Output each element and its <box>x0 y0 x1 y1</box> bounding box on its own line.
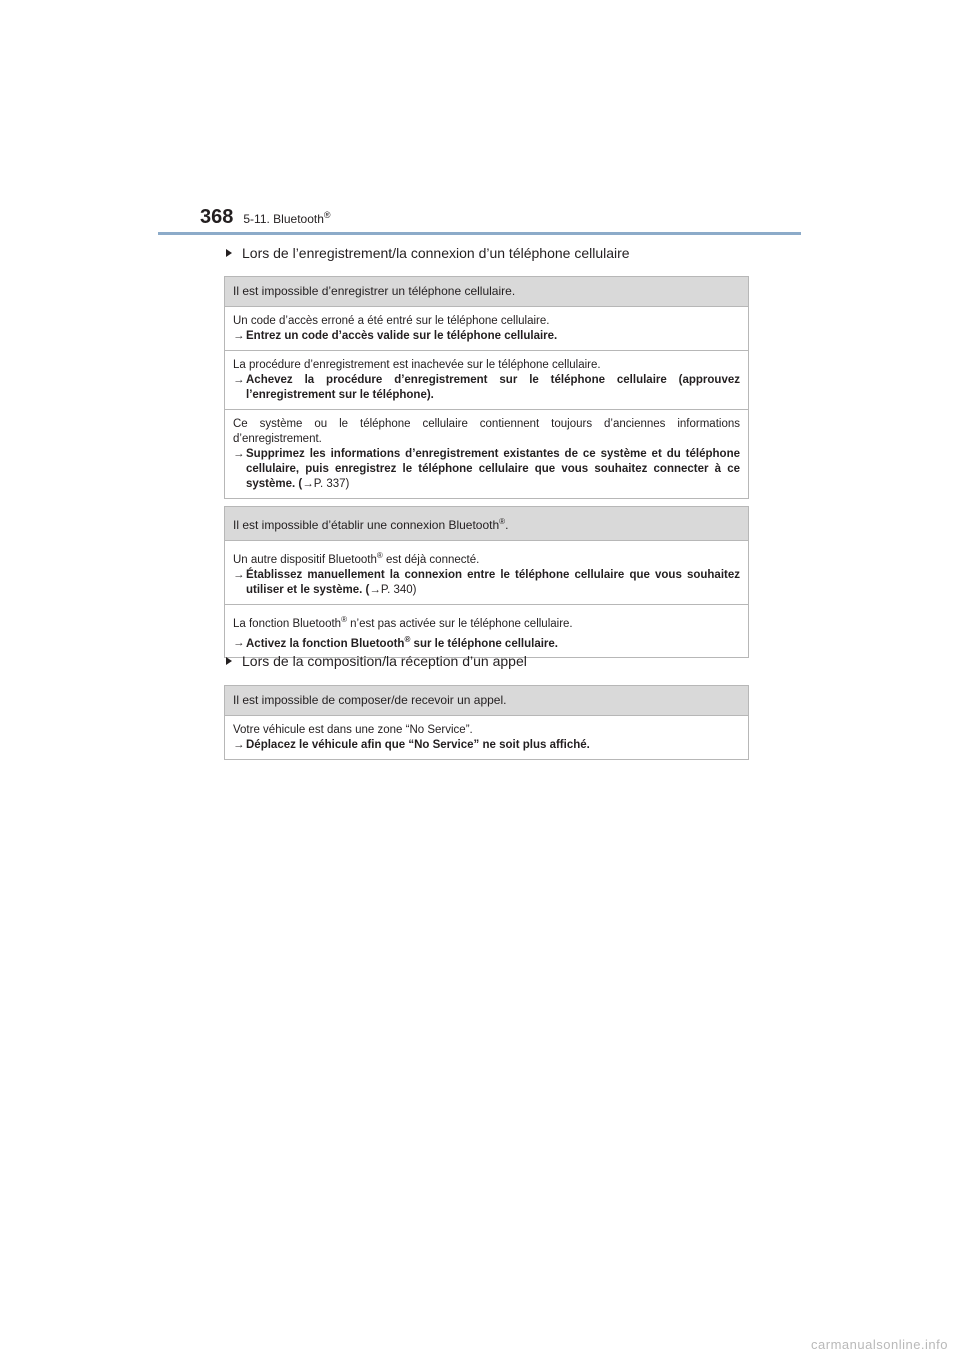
table-header <box>225 507 748 541</box>
page-reference-text: P. 340) <box>380 583 417 596</box>
cause-text: La procédure d’enregistrement est inachevée sur le téléphone cellulaire. <box>233 359 601 371</box>
table-connection <box>224 506 749 658</box>
subhead-calling <box>226 653 527 669</box>
page-header <box>200 206 331 229</box>
section-title-text: 5-11. Bluetooth <box>243 212 324 226</box>
table-row <box>225 605 748 658</box>
fix-text-content: Entrez un code d’accès valide sur le téléphone cellulaire. <box>246 330 558 342</box>
arrow-right-icon: → <box>369 583 381 596</box>
subhead-text: Lors de la composition/la réception d’un appel <box>242 653 527 669</box>
page-number: 368 <box>200 206 234 228</box>
registered-mark: ® <box>341 614 347 624</box>
fix-text-content: Activez la fonction Bluetooth <box>246 637 405 650</box>
cause-text-content: Un autre dispositif Bluetooth <box>233 553 377 566</box>
page-reference <box>302 478 349 490</box>
fix-text <box>233 373 740 403</box>
header-rule <box>158 232 801 235</box>
triangle-bullet-icon <box>226 249 232 257</box>
cause-text: Un code d’accès erroné a été entré sur le téléphone cellulaire. <box>233 315 550 327</box>
fix-text-content: sur le téléphone cellulaire. <box>410 637 558 650</box>
fix-text-content: Établissez manuellement la connexion entre le téléphone cellulaire que vous souhaitez utiliser et le système. ( <box>246 568 740 596</box>
table-row <box>225 351 748 410</box>
cause-text: Ce système ou le téléphone cellulaire contiennent toujours d’anciennes informations d’enregistrement. <box>233 418 740 445</box>
registered-mark: ® <box>499 517 506 526</box>
cause-text-content: La fonction Bluetooth <box>233 617 342 630</box>
fix-text <box>233 738 740 753</box>
subhead-text: Lors de l’enregistrement/la connexion d’un téléphone cellulaire <box>242 245 630 261</box>
subhead-registration <box>226 245 630 261</box>
cause-text: Votre véhicule est dans une zone “No Service”. <box>233 724 473 736</box>
table-header-text: . <box>505 518 509 532</box>
arrow-right-icon: → <box>302 478 314 490</box>
table-header: Il est impossible d’enregistrer un téléphone cellulaire. <box>225 277 748 307</box>
page-reference-text: P. 337) <box>313 478 350 490</box>
table-row <box>225 410 748 498</box>
table-calling <box>224 685 749 760</box>
arrow-right-icon: → <box>233 374 245 386</box>
registered-mark: ® <box>404 634 411 644</box>
fix-text <box>233 329 740 344</box>
table-registration <box>224 276 749 499</box>
fix-text <box>233 447 740 492</box>
table-row <box>225 307 748 351</box>
triangle-bullet-icon <box>226 657 232 665</box>
fix-text <box>233 568 740 598</box>
fix-text-content: Déplacez le véhicule afin que “No Service” ne soit plus affiché. <box>246 739 590 751</box>
registered-mark: ® <box>376 551 383 560</box>
table-row <box>225 541 748 605</box>
registered-mark: ® <box>323 210 331 220</box>
cause-text-content: n’est pas activée sur le téléphone cellulaire. <box>346 617 573 630</box>
arrow-right-icon: → <box>233 448 245 460</box>
watermark: carmanualsonline.info <box>811 1337 948 1352</box>
cause-text <box>233 548 740 568</box>
cause-text <box>233 612 740 632</box>
arrow-right-icon: → <box>233 739 245 751</box>
arrow-right-icon: → <box>233 637 245 650</box>
table-row <box>225 716 748 759</box>
table-header: Il est impossible de composer/de recevoir un appel. <box>225 686 748 716</box>
section-title <box>243 210 330 226</box>
fix-text-content: Achevez la procédure d’enregistrement sur le téléphone cellulaire (approuvez l’enregistrement sur le téléphone). <box>246 374 740 401</box>
cause-text-content: est déjà connecté. <box>382 553 480 566</box>
arrow-right-icon: → <box>233 568 245 581</box>
fix-text-content: Supprimez les informations d’enregistrement existantes de ce système et du téléphone cellulaire, puis enregistrez le téléphone cellulaire que vous souhaitez connecter à ce système. ( <box>246 448 740 490</box>
arrow-right-icon: → <box>233 330 245 342</box>
table-header-text: Il est impossible d’établir une connexion Bluetooth <box>233 518 500 532</box>
page-reference <box>369 584 416 596</box>
fix-text <box>233 632 740 652</box>
